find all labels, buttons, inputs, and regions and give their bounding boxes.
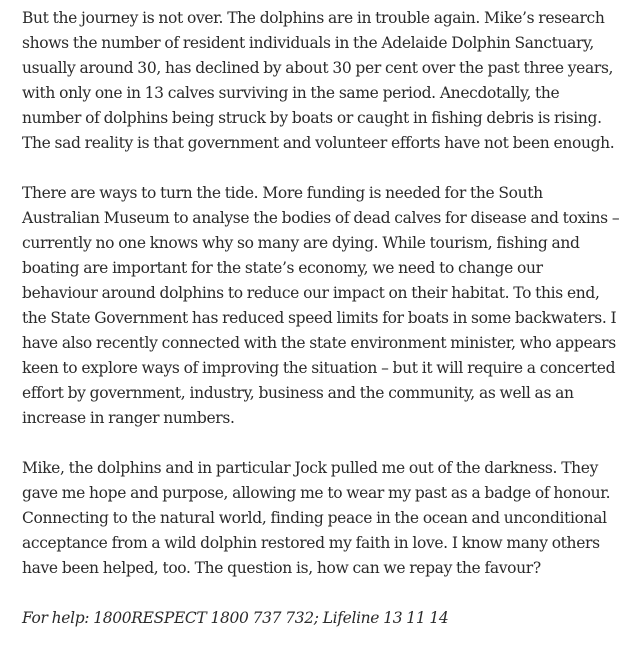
help-line: For help: 1800RESPECT 1800 737 732; Lifeline 13 11 14 xyxy=(22,609,449,627)
paragraph-journey-not-over: But the journey is not over. The dolphins are in trouble again. Mike’s research shows the number of resident individuals in the Adelaide Dolphin Sanctuary, usually around 30, has declined by about 30 per cent over the past three years, with only one in 13 calves surviving in the same period. Anecdotally, the number of dolphins being struck by boats or caught in fishing debris is rising. The sad reality is that government and volunteer efforts have not been enough. xyxy=(22,9,615,152)
paragraph-turn-the-tide: There are ways to turn the tide. More funding is needed for the South Australian Museum to analyse the bodies of dead calves for disease and toxins – currently no one knows why so many are dying. While tourism, fishing and boating are important for the state’s economy, we need to change our behaviour around dolphins to reduce our impact on their habitat. To this end, the State Government has reduced speed limits for boats in some backwaters. I have also recently connected with the state environment minister, who appears keen to explore ways of improving the situation – but it will require a concerted effort by government, industry, business and the community, as well as an increase in ranger numbers. xyxy=(22,184,620,427)
paragraph-repay-the-favour: Mike, the dolphins and in particular Jock pulled me out of the darkness. They gave me hope and purpose, allowing me to wear my past as a badge of honour. Connecting to the natural world, finding peace in the ocean and unconditional acceptance from a wild dolphin restored my faith in love. I know many others have been helped, too. The question is, how can we repay the favour? xyxy=(22,459,611,577)
article-body xyxy=(22,6,622,656)
